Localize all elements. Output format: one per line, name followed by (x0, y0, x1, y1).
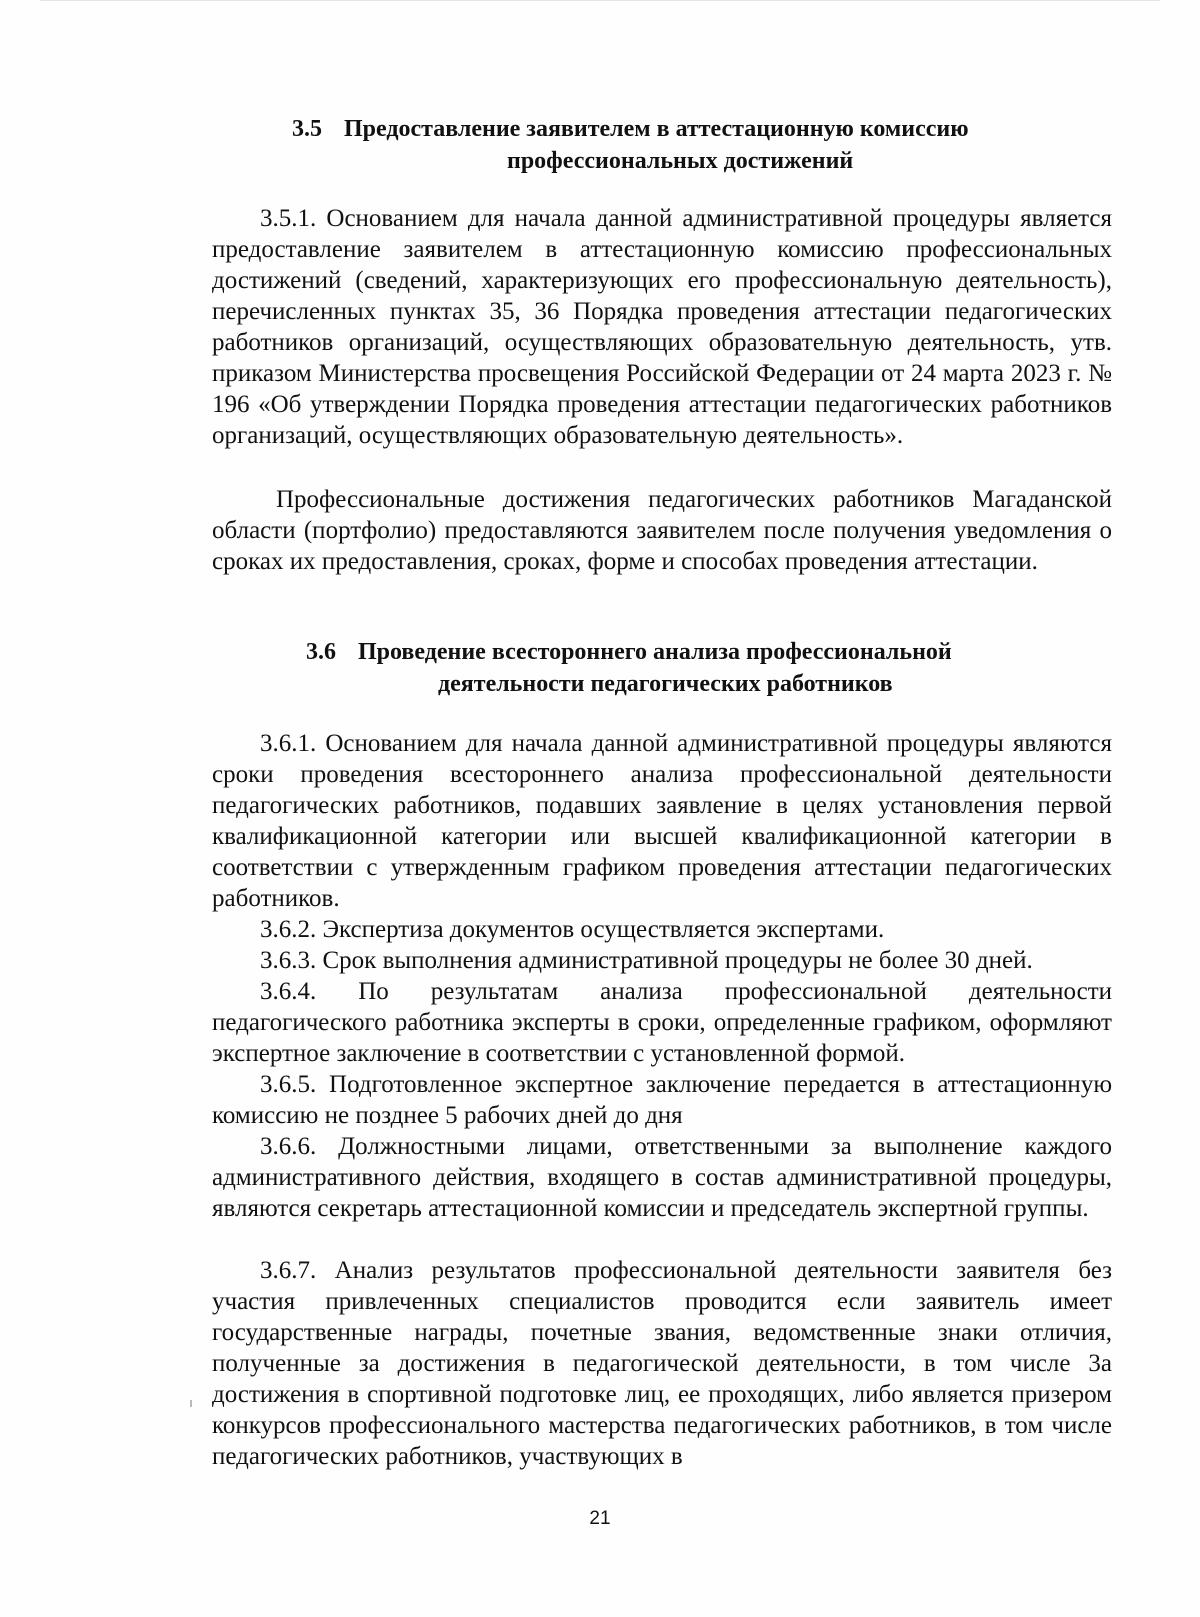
paragraph-3-6-7-block (212, 1255, 1112, 1472)
section-title-line-2: деятельности педагогических работников (438, 671, 893, 697)
paragraph-3-6-2-block (212, 914, 1112, 945)
paragraph-3-6-7: 3.6.7. Анализ результатов профессиональной деятельности заявителя без участия привлеченных специалистов проводится если заявитель имеет государственные награды, почетные звания, ведомственные знаки отличия, полученные за достижения в педагогической деятельности, в том числе 3а достижения в спортивной подготовке лиц, ее проходящих, либо является призером конкурсов профессионального мастерства педагогических работников, в том числе педагогических работников, участвующих в (212, 1257, 1112, 1470)
paragraph-3-6-6-block (212, 1131, 1112, 1224)
section-3-6-heading (212, 636, 1112, 700)
paragraph-3-6-5-block (212, 1069, 1112, 1131)
paragraph-3-6-1-block (212, 728, 1112, 914)
paragraph-3-5-1-block (212, 203, 1112, 451)
paragraph-3-6-4: 3.6.4. По результатам анализа профессиональной деятельности педагогического работника эксперты в сроки, определенные графиком, оформляют экспертное заключение в соответствии с установленной формой. (212, 978, 1112, 1067)
section-title-line-1: Проведение всестороннего анализа профессиональной (358, 639, 952, 665)
paragraph-3-6-3-block (212, 945, 1112, 976)
paragraph-3-6-2: 3.6.2. Экспертиза документов осуществляется экспертами. (260, 916, 885, 943)
paragraph-3-6-3: 3.6.3. Срок выполнения административной процедуры не более 30 дней. (260, 947, 1033, 974)
section-title-line-1: Предоставление заявителем в аттестационную комиссию (344, 116, 969, 142)
paragraph-portfolio-block (212, 484, 1112, 577)
scan-edge-line (40, 0, 1160, 1)
paragraph-3-6-6: 3.6.6. Должностными лицами, ответственными за выполнение каждого административного действия, входящего в состав административной процедуры, являются секретарь аттестационной комиссии и председатель экспертной группы. (212, 1133, 1112, 1222)
paragraph-portfolio: Профессиональные достижения педагогических работников Магаданской области (портфолио) предоставляются заявителем после получения уведомления о сроках их предоставления, сроках, форме и способах проведения аттестации. (212, 486, 1112, 575)
paragraph-3-6-4-block (212, 976, 1112, 1069)
section-number: 3.6 (306, 639, 336, 665)
scan-speck (190, 1400, 192, 1407)
paragraph-3-5-1: 3.5.1. Основанием для начала данной административной процедуры является предоставление заявителем в аттестационную комиссию профессиональных достижений (сведений, характеризующих его профессиональную деятельность), перечисленных пунктах 35, 36 Порядка проведения аттестации педагогических работников организаций, осуществляющих образовательную деятельность, утв. приказом Министерства просвещения Российской Федерации от 24 марта 2023 г. № 196 «Об утверждении Порядка проведения аттестации педагогических работников организаций, осуществляющих образовательную деятельность». (212, 205, 1112, 449)
paragraph-3-6-5: 3.6.5. Подготовленное экспертное заключение передается в аттестационную комиссию не позднее 5 рабочих дней до дня (212, 1071, 1112, 1129)
section-3-5-heading (212, 113, 1112, 177)
paragraph-3-6-1: 3.6.1. Основанием для начала данной административной процедуры являются сроки проведения всестороннего анализа профессиональной деятельности педагогических работников, подавших заявление в целях установления первой квалификационной категории или высшей квалификационной категории в соответствии с утвержденным графиком проведения аттестации педагогических работников. (212, 730, 1112, 912)
page-number: 21 (589, 1508, 611, 1529)
section-title-line-2: профессиональных достижений (507, 148, 854, 174)
section-number: 3.5 (292, 116, 322, 142)
